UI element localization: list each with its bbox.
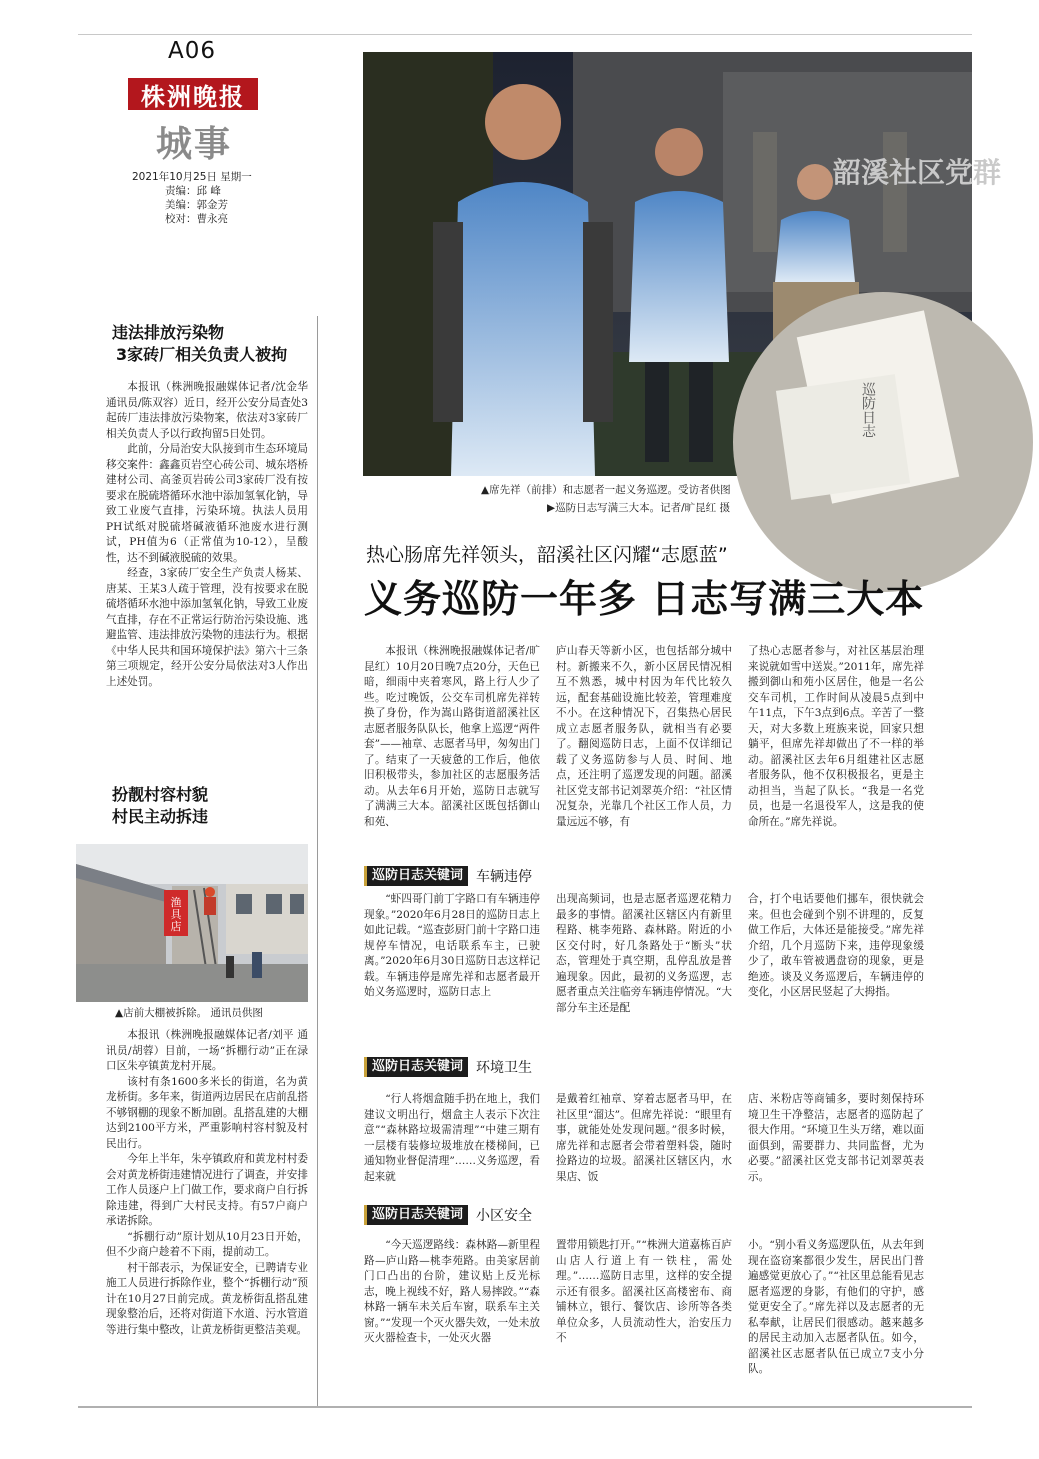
article-subtitle: 热心肠席先祥领头，韶溪社区闪耀“志愿蓝” bbox=[366, 544, 728, 566]
vehicles-col-3: 合，打个电话要他们挪车，很快就会来。但也会碰到个别不讲理的，反复做工作后，大体还是能接受。”席先祥介绍，几个月巡防下来，违停现象缓少了，敢车管被遇盘窃的现象，更是绝迹。谈及义务巡逻后，车辆违停的变化，小区居民竖起了大拇指。 bbox=[748, 893, 924, 998]
environment-col-2: 是戴着红袖章、穿着志愿者马甲，在社区里“溜达”。但席先祥说：“眼里有事，就能处处发现问题。”很多时候，席先祥和志愿者会带着塑料袋，随时捡路边的垃圾。韶溪社区辖区内，水果店、饭 bbox=[556, 1093, 732, 1183]
masthead-logo bbox=[128, 78, 258, 110]
safety-col-3: 小。“别小看义务巡逻队伍，从去年到现在盗窃案都很少发生，居民出门普遍感觉更放心了。”“社区里总能看见志愿者巡逻的身影，有他们的守护，感觉更安全了。”席先祥以及志愿者的无私奉献，让居民们很感动。越来越多的居民主动加入志愿者队伍。如今，韶溪社区志愿者队伍已成立7支小分队。 bbox=[748, 1239, 924, 1375]
safety-col-1: “今天巡逻路线：森林路—新里程路—庐山路—桃李苑路。由美家居前门口凸出的台阶，建议贴上反光标志，晚上视线不好，路人易摔跤。”“森林路一辆车未关后车窗，联系车主关窗。”“发现一个灭火器失效，一处未放灭火器检查卡，一处灭火器 bbox=[364, 1239, 540, 1344]
paragraph: 本报讯（株洲晚报融媒体记者/刘平 通讯员/胡蓉）目前，一场“拆棚行动”正在渌口区朱亭镇黄龙村开展。 bbox=[106, 1029, 308, 1072]
environment-col-3: 店、米粉店等商铺多，要时刻保持环境卫生干净整洁，志愿者的巡防起了很大作用。“环境卫生头万绪，难以面面俱到，需要群力、共同监督，尤为必要。”韶溪社区党支部书记刘翠英表示。 bbox=[748, 1093, 924, 1183]
paragraph: “拆棚行动”原计划从10月23日开始，但不少商户趁着不下雨，提前动工。 bbox=[106, 1230, 308, 1258]
section-header-vehicles bbox=[364, 865, 532, 886]
logbook-title: 巡防日志 bbox=[860, 382, 876, 438]
volunteers-photo-art bbox=[363, 52, 1002, 476]
issue-meta bbox=[132, 170, 252, 226]
article1-body bbox=[106, 380, 308, 690]
section-header-safety bbox=[364, 1204, 532, 1225]
shop-sign-char: 具 bbox=[170, 908, 182, 921]
volunteers-photo bbox=[363, 52, 1002, 476]
article1-headline: 违法排放污染物 3家砖厂相关负责人被拘 bbox=[112, 323, 288, 364]
keyword-label: 环境卫生 bbox=[476, 1059, 533, 1076]
section-header-environment bbox=[364, 1056, 532, 1077]
top-rule bbox=[78, 34, 972, 35]
paragraph: 本报讯（株洲晚报融媒体记者/沈金华 通讯员/陈双容）近日，经开公安分局査处3起砖厂违法排放污染物案，依法对3家砖厂相关负责人予以行政拘留5日处罚。 bbox=[106, 381, 308, 440]
article2-headline: 扮靓村容村貌 村民主动拆违 bbox=[112, 785, 209, 826]
keyword-tag: 巡防日志关键词 bbox=[364, 1057, 468, 1077]
paragraph: 今年上半年，朱亭镇政府和黄龙村村委会对黄龙桥街违建情况进行了调查，并安排工作人员逐户上门做工作，要求商户自行拆除违建，得到广大村民支持。有57户商户承诺拆除。 bbox=[106, 1153, 308, 1227]
paragraph: 村干部表示，为保证安全，已聘请专业施工人员进行拆除作业，整个“拆棚行动”预计在10月27日前完成。黄龙桥街乱搭乱建现象整治后，还将对街道下水道、污水管道等进行集中整改，让黄龙桥街更整洁美观。 bbox=[106, 1261, 308, 1336]
safety-col-2: 置带用锁匙打开。”“株洲大道嘉栋百庐山店人行道上有一铁柱，需处理。”……巡防日志里，这样的安全提示还有很多。韶溪社区高楼密布、商铺林立，银行、餐饮店、诊所等各类单位众多，人员流动性大，治安压力不 bbox=[556, 1239, 732, 1344]
masthead-text: 株洲晚报 bbox=[141, 81, 245, 111]
vehicles-col-2: 出现高频词，也是志愿者巡逻花精力最多的事情。韶溪社区辖区内有新里程路、桃李苑路、森林路。附近的小区交付时，好几条路处于“断头”状态，管理处于真空期，乱停乱放是普遍现象。因此，最初的义务巡逻，志愿者重点关注临旁车辆违停情况。“大部分车主还是配 bbox=[556, 893, 732, 1014]
shop-sign-char: 店 bbox=[170, 920, 182, 933]
issue-date: 2021年10月25日 星期一 bbox=[132, 171, 252, 183]
article-title: 义务巡防一年多 日志写满三大本 bbox=[364, 577, 925, 621]
shop-sign-char: 渔 bbox=[170, 896, 182, 909]
editor-credit: 责编：邱 峰 bbox=[165, 185, 221, 197]
photo-caption-main: ▲席先祥（前排）和志愿者一起义务巡逻。受访者供图 bbox=[481, 484, 731, 496]
bottom-rule bbox=[78, 1406, 972, 1408]
demolition-photo bbox=[76, 844, 308, 1002]
column-divider bbox=[317, 316, 318, 1406]
designer-credit: 美编：郭金芳 bbox=[165, 199, 228, 211]
paragraph: 该村有条1600多米长的街道，名为黄龙桥街。多年来，街道两边居民在店前乱搭不够钢棚的现象不断加剧。乱搭乱建的大棚达到2100平方米，严重影响村容村貌及村民出行。 bbox=[106, 1075, 308, 1150]
keyword-tag: 巡防日志关键词 bbox=[364, 866, 468, 886]
intro-col-3: 了热心志愿者参与，对社区基层治理来说就如雪中送炭。”2011年，席先祥搬到御山和苑小区居住，他是一名公交车司机，工作时间从凌晨5点到中午11点，下午3点到6点。辛苦了一整天，对大多数上班族来说，回家只想躺平，但席先祥却做出了不一样的举动。韶溪社区去年6月组建社区志愿者服务队，他不仅积极报名，更是主动担当，当起了队长。“我是一名党员，也是一名退役军人，这是我的使命所在。”席先祥说。 bbox=[748, 645, 924, 828]
demolition-photo-art bbox=[76, 844, 308, 1002]
keyword-tag: 巡防日志关键词 bbox=[364, 1205, 468, 1225]
proofreader-credit: 校对：曹永亮 bbox=[165, 213, 228, 225]
environment-col-1: “行人将烟盒随手扔在地上，我们建议文明出行，烟盒主人表示下次注意”“森林路垃圾需清理”“中建三期有一层楼有装修垃圾堆放在楼梯间，已通知物业督促清理”……义务巡逻，看起来就 bbox=[364, 1093, 540, 1183]
article2-body bbox=[106, 1028, 308, 1338]
vehicles-col-1: “虾四哥门前丁字路口有车辆违停现象。”2020年6月28日的巡防日志上如此记载。“巡查彭厨门前十字路口违规停车情况，电话联系车主，已驶离。”2020年6月30日巡防日志这样记载。车辆违停是席先祥和志愿者最开始义务巡逻时，巡防日志上 bbox=[364, 893, 540, 998]
photo-caption-inset: ▶巡防日志写满三大本。记者/旷昆红 摄 bbox=[547, 502, 730, 514]
banner-text: 韶溪社区党群 bbox=[833, 156, 1002, 189]
page-number: A06 bbox=[168, 38, 217, 64]
paragraph: 经查，3家砖厂安全生产负责人杨某、唐某、王某3人疏于管理，没有按要求在脱硫塔循环水池中添加氢氧化钠，导致工业废气直排，存在不正常运行防治污染设施、逃避监管、违法排放污染物的违法行为。根据《中华人民共和国环境保护法》第六十三条第三项规定，经开公安分局依法对3人作出上述处罚。 bbox=[106, 567, 308, 688]
intro-col-1: 本报讯（株洲晚报融媒体记者/旷昆红）10月20日晚7点20分，天色已暗，细雨中夹着寒风，路上行人少了些。吃过晚饭，公交车司机席先祥转换了身份，作为嵩山路街道韶溪社区志愿者服务队队长，他拿上巡逻“两件套”——袖章、志愿者马甲，匆匆出门了。结束了一天疲惫的工作后，他依旧积极带头，参加社区的志愿服务活动。从去年6月开始，巡防日志就写了满满三大本。韶溪社区既包括御山和苑、 bbox=[364, 645, 540, 828]
section-title: 城事 bbox=[156, 124, 233, 165]
keyword-label: 小区安全 bbox=[476, 1207, 533, 1224]
intro-col-2: 庐山春天等新小区，也包括部分城中村。新搬来不久，新小区居民情况相互不熟悉，城中村因为年代比较久远，配套基础设施比较差，管理难度不小。在这种情况下，召集热心居民成立志愿者服务队，就相当有必要了。翻阅巡防日志，上面不仅详细记载了义务巡防参与人员、时间、地点，还注明了巡逻发现的问题。韶溪社区党支部书记刘翠英介绍：“社区情况复杂，光靠几个社区工作人员，力量远远不够，有 bbox=[556, 645, 732, 828]
keyword-label: 车辆违停 bbox=[476, 868, 533, 885]
demolition-photo-caption: ▲店前大棚被拆除。 通讯员供图 bbox=[115, 1007, 263, 1019]
paragraph: 此前，分局治安大队接到市生态环境局移交案件：鑫鑫页岩空心砖公司、城东塔桥建材公司、高釜页岩砖公司3家砖厂没有按要求在脱硫塔循环水池中添加氢氧化钠，导致工业废气直排，污染环境。执法人员用PH试纸对脱硫塔碱液循环池废水进行测试，PH值为6（正常值为10-12），呈酸性，达不到碱液脱硫的效果。 bbox=[106, 443, 308, 564]
